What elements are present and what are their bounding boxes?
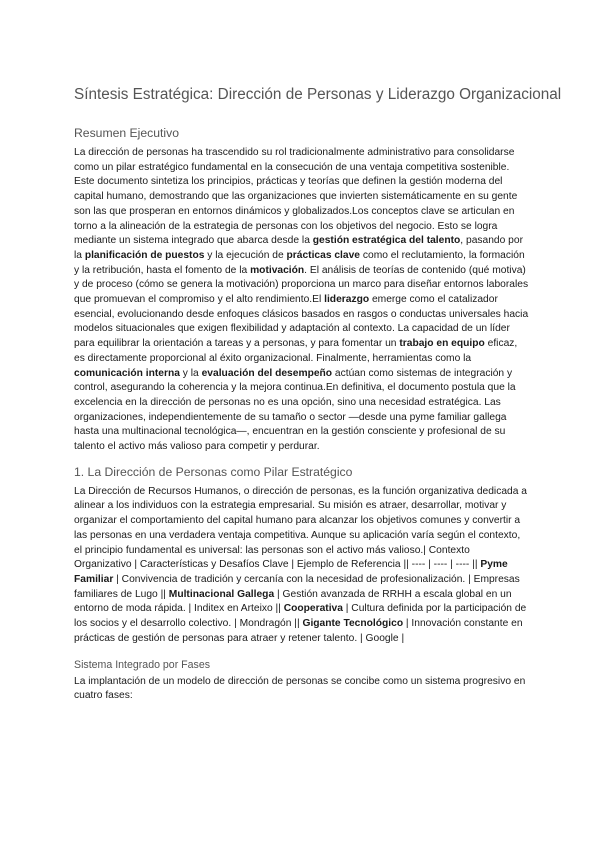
document-content (74, 86, 562, 704)
subsection-heading: Sistema Integrado por Fases (74, 658, 211, 671)
summary-paragraph (74, 146, 530, 455)
summary-text-1: La dirección de personas ha trascendido su rol tradicionalmente administrativo para consolidarse como un pilar estratégico fundamental en la consecución de una ventaja competitiva sostenible. Este documento sintetiza los principios, prácticas y teorías que definen la gestión moderna del capital humano, demostrando que las organizaciones que invierten sistemáticamente en su gente son las que prosperan en entornos dinámicos y globalizados.Los conceptos clave se articulan en torno a la alineación de la estrategia de personas con los objetivos del negocio. Esto se logra mediante un sistema integrado que abarca desde la (74, 147, 518, 247)
summary-text-8: y la (179, 367, 202, 379)
section-1-text-2: | Convivencia de tradición y cercanía con la necesidad de profesionalización. | Empresas familiares de Lugo || (74, 573, 520, 600)
section-1-text-5: | Innovación constante en prácticas de gestión de personas para atraer y retener talento. | Google | (74, 618, 523, 644)
keyword-leadership: liderazgo (324, 294, 370, 306)
section-1-text-1: La Dirección de Recursos Humanos, o dirección de personas, es la función organizativa dedicada a alinear a los individuos con la estrategia empresarial. Su misión es atraer, desarrollar, motivar y organizar el comportamiento del capital humano para alcanzar los objetivos comunes y convertir a las personas en una verdadera ventaja competitiva. Aunque su aplicación varía según el contexto, el principio fundamental es universal: las personas son el activo más valioso.| Contexto Organizativo | Características y Desafíos Clave | Ejemplo de Referencia || ---- | ---- | ---- || (74, 485, 527, 571)
summary-text-4: como el reclutamiento, la formación y la retribución, hasta el fomento de la (74, 249, 525, 276)
section-1-paragraph (74, 485, 530, 647)
keyword-evaluation: evaluación del desempeño (201, 367, 333, 379)
keyword-talent: gestión estratégica del talento (312, 235, 461, 247)
section-1-text-4: | Cultura definida por la participación de los socios y el desarrollo colectivo. | Mondragón || (74, 603, 527, 630)
summary-text-9: actúan como sistemas de integración y control, asegurando la coherencia y la mejora continua.En definitiva, el documento postula que la excelencia en la dirección de personas no es una opción, sino una necesidad estratégica. Las organizaciones, independientemente de su tamaño o sector —desde una pyme familiar gallega hasta una multinacional tecnológica—, encuentran en la gestión consciente y profesional de su talento el activo más valioso para competir y perdurar. (74, 367, 516, 453)
summary-text-5: . El análisis de teorías de contenido (qué motiva) y de proceso (cómo se genera la motivación) proporciona un marco para diseñar entornos laborales que promuevan el compromiso y el alto rendimiento.El (74, 264, 529, 306)
context-tecnologico: Gigante Tecnológico (302, 618, 404, 630)
keyword-motivation: motivación (250, 264, 305, 276)
context-multinacional: Multinacional Gallega (168, 588, 275, 600)
summary-text-3: y la ejecución de (204, 249, 287, 261)
section-1-text-3: | Gestión avanzada de RRHH a escala global en un entorno de moda rápida. | Inditex en Arteixo || (74, 588, 512, 615)
keyword-communication: comunicación interna (74, 367, 180, 379)
document-title: Síntesis Estratégica: Dirección de Personas y Liderazgo Organizacional (74, 86, 562, 103)
context-cooperativa: Cooperativa (283, 603, 343, 615)
summary-text-2: , pasando por la (74, 235, 523, 261)
summary-text-7: eficaz, es directamente proporcional al éxito organizacional. Finalmente, herramientas como la (74, 338, 518, 364)
summary-heading: Resumen Ejecutivo (74, 126, 179, 140)
keyword-practices: prácticas clave (286, 249, 361, 261)
section-1-heading: 1. La Dirección de Personas como Pilar Estratégico (74, 464, 353, 479)
keyword-teamwork: trabajo en equipo (399, 338, 485, 350)
keyword-planning: planificación de puestos (84, 249, 205, 261)
subsection-paragraph: La implantación de un modelo de dirección de personas se concibe como un sistema progresivo en cuatro fases: (74, 675, 526, 702)
context-pyme: Pyme Familiar (74, 559, 508, 585)
summary-text-6: emerge como el catalizador esencial, evolucionando desde enfoques clásicos basados en rasgos o conductas universales hacia modelos situacionales que exigen flexibilidad y adaptación al contexto. La capacidad de un líder para equilibrar la orientación a tareas y a personas, y para fomentar un (74, 294, 529, 350)
